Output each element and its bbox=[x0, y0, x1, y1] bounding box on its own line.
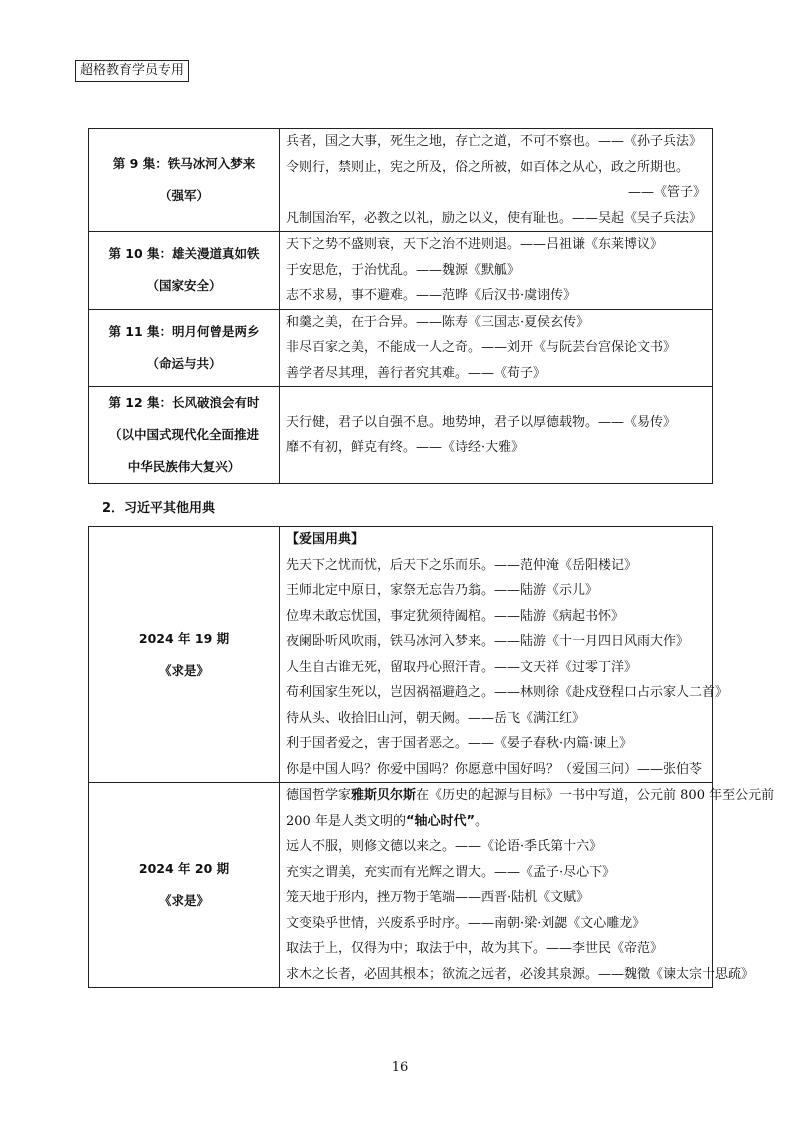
quote-line: 靡不有初，鲜克有终。——《诗经·大雅》 bbox=[286, 440, 525, 455]
row-label bbox=[89, 309, 280, 387]
row-quotes bbox=[280, 783, 775, 988]
table-row bbox=[89, 129, 713, 232]
episodes-table bbox=[88, 128, 713, 484]
row-label bbox=[89, 387, 280, 484]
quote-line: 取法于上，仅得为中；取法于中，故为其下。——李世民《帝范》 bbox=[286, 941, 664, 956]
table-row bbox=[89, 309, 713, 387]
row-label-line: 第 11 集：明月何曾是两乡 bbox=[108, 323, 260, 339]
row-label-line: 《求是》 bbox=[158, 662, 209, 678]
row-quotes bbox=[280, 232, 713, 310]
quote-line: ——《管子》 bbox=[627, 185, 706, 200]
header-label: 超格教育学员专用 bbox=[75, 60, 189, 82]
row-label-line: 2024 年 20 期 bbox=[138, 861, 230, 876]
row-label-line: （国家安全） bbox=[146, 278, 222, 294]
quote-line: 凡制国治军，必教之以礼，励之以义，使有耻也。——吴起《吴子兵法》 bbox=[286, 210, 703, 226]
table-row bbox=[89, 527, 713, 783]
quote-line: 文变染乎世情，兴废系乎时序。——南朝·梁·刘勰《文心雕龙》 bbox=[286, 915, 646, 931]
text-span: 。 bbox=[475, 813, 489, 829]
quote-line: 先天下之忧而忧，后天下之乐而乐。——范仲淹《岳阳楼记》 bbox=[286, 557, 638, 573]
quote-line: 兵者，国之大事，死生之地，存亡之道，不可不察也。——《孙子兵法》 bbox=[286, 134, 703, 149]
quote-line: 于安思危，于治忧乱。——魏源《默觚》 bbox=[286, 262, 521, 278]
quote-line: 天行健，君子以自强不息。地势坤，君子以厚德载物。——《易传》 bbox=[286, 414, 677, 430]
quote-line: 苟利国家生死以，岂因祸福避趋之。——林则徐《赴戍登程口占示家人二首》 bbox=[286, 685, 729, 700]
quote-line: 非尽百家之美，不能成一人之奇。——刘开《与阮芸台宫保论文书》 bbox=[286, 340, 677, 355]
quote-line: 王师北定中原日，家祭无忘告乃翁。——陆游《示儿》 bbox=[286, 583, 599, 598]
page-number: 16 bbox=[391, 1060, 409, 1075]
row-label-line: （以中国式现代化全面推进 bbox=[108, 427, 259, 442]
text-span: 在《历史的起源与目标》一书中写道，公元前 800 年至公元前 bbox=[416, 788, 775, 803]
quote-line: 人生自古谁无死，留取丹心照汗青。——文天祥《过零丁洋》 bbox=[286, 659, 638, 675]
quote-line: 位卑未敢忘忧国，事定犹须待阖棺。——陆游《病起书怀》 bbox=[286, 608, 625, 624]
quote-line: 求木之长者，必固其根本；欲流之远者，必浚其泉源。——魏徵《谏太宗十思疏》 bbox=[286, 966, 755, 982]
quote-line: 善学者尽其理，善行者究其难。——《荀子》 bbox=[286, 365, 547, 381]
row-label-line: 第 12 集：长风破浪会有时 bbox=[108, 395, 260, 410]
quote-line: 令则行，禁则止，宪之所及，俗之所被，如百体之从心，政之所期也。 bbox=[286, 159, 690, 175]
row-label-line: 《求是》 bbox=[158, 893, 209, 908]
row-label-line: 2024 年 19 期 bbox=[138, 630, 230, 646]
table-row bbox=[89, 783, 713, 988]
quote-line: 【爱国用典】 bbox=[286, 532, 365, 547]
row-label-line: 中华民族伟大复兴） bbox=[127, 459, 241, 474]
row-quotes bbox=[280, 387, 713, 484]
row-label-line: （强军） bbox=[158, 188, 209, 203]
table-row bbox=[89, 232, 713, 310]
row-label-line: 第 10 集：雄关漫道真如铁 bbox=[108, 246, 260, 262]
text-span: 德国哲学家 bbox=[286, 788, 352, 803]
row-label bbox=[89, 527, 280, 783]
quote-line: 和羹之美，在于合异。——陈寿《三国志·夏侯玄传》 bbox=[286, 314, 590, 330]
bold-phrase: 雅斯贝尔斯 bbox=[351, 788, 417, 803]
row-quotes bbox=[280, 309, 713, 387]
row-label-line: （命运与共） bbox=[146, 355, 222, 371]
quote-line: 利于国者爱之，害于国者恶之。——《晏子春秋·内篇·谏上》 bbox=[286, 736, 633, 751]
row-quotes bbox=[280, 129, 713, 232]
quote-line: 待从头、收拾旧山河，朝天阙。——岳飞《满江红》 bbox=[286, 710, 586, 726]
text-span: 200 年是人类文明的 bbox=[286, 813, 406, 829]
quote-line: 夜阑卧听风吹雨，铁马冰河入梦来。——陆游《十一月四日风雨大作》 bbox=[286, 634, 690, 649]
row-quotes bbox=[280, 527, 729, 783]
quote-line: 你是中国人吗？你爱中国吗？你愿意中国好吗？（爱国三问）——张伯苓 bbox=[286, 761, 703, 777]
row-label bbox=[89, 783, 280, 988]
other-quotes-table bbox=[88, 526, 775, 988]
row-label bbox=[89, 232, 280, 310]
quote-line: 天下之势不盛则衰，天下之治不进则退。——吕祖谦《东莱博议》 bbox=[286, 237, 664, 252]
quote-line: 充实之谓美，充实而有光辉之谓大。——《孟子·尽心下》 bbox=[286, 864, 616, 880]
quote-line: 志不求易，事不避难。——范晔《后汉书·虞诩传》 bbox=[286, 288, 577, 303]
quote-line: 远人不服，则修文德以来之。——《论语·季氏第十六》 bbox=[286, 839, 603, 854]
section-subtitle: 2．习近平其他用典 bbox=[102, 501, 216, 516]
row-label bbox=[89, 129, 280, 232]
table-row bbox=[89, 387, 713, 484]
quote-line bbox=[286, 783, 775, 809]
row-label-line: 第 9 集：铁马冰河入梦来 bbox=[112, 156, 256, 171]
bold-phrase: “轴心时代” bbox=[405, 813, 476, 829]
quote-line bbox=[286, 809, 706, 835]
quote-line: 笼天地于形内，挫万物于笔端——西晋·陆机《文赋》 bbox=[286, 890, 590, 905]
